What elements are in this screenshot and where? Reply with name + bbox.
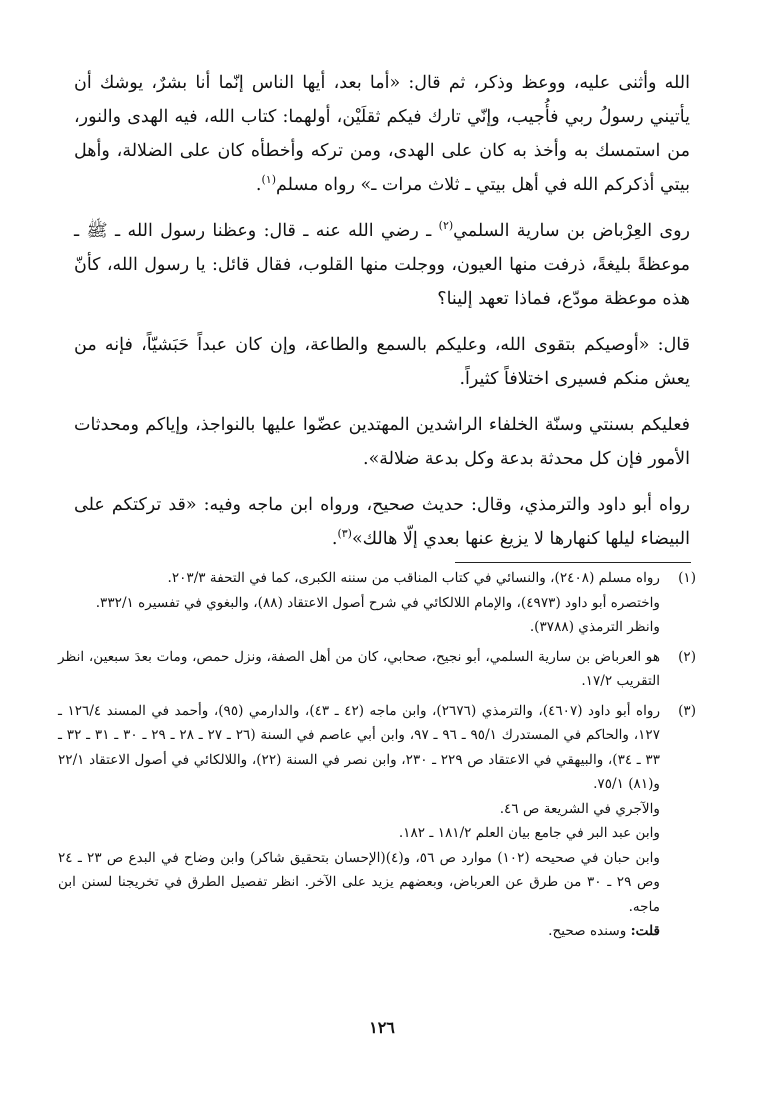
- footnote-ref-2: (٢): [438, 219, 454, 233]
- paragraph-2: [74, 214, 690, 316]
- paragraph-5: رواه أبو داود والترمذي، وقال: حديث صحيح، ورواه ابن ماجه وفيه: «قد تركتكم على البيضاء ليلها كنهارها لا يزيغ عنها بعدي إلّا هالك»$^{(٣)}$.: [74, 495, 690, 549]
- footnote-line: وابن عبد البر في جامع بيان العلم ١٨١/٢ ـ ١٨٢.: [398, 825, 660, 841]
- footnote-number: (٢): [678, 648, 696, 665]
- paragraph-3: قال: «أوصيكم بتقوى الله، وعليكم بالسمع والطاعة، وإن كان عبداً حَبَشيّاً، فإنه من يعش منكم فسيرى اختلافاً كثيراً.: [74, 335, 690, 389]
- paragraph-5-text: رواه أبو داود والترمذي، وقال: حديث صحيح، ورواه ابن ماجه وفيه: «قد تركتكم على البيضاء ليلها كنهارها لا يزيغ عنها بعدي إلّا هالك»: [74, 495, 690, 549]
- footnote-3: [58, 699, 698, 944]
- footnote-1: [58, 566, 698, 640]
- footnote-ref-3: (٣): [337, 527, 352, 541]
- footnote-line: وابن حبان في صحيحه (١٠٢) موارد ص ٥٦، و(٤)(الإحسان بتحقيق شاكر) وابن وضاح في البدع ص ٢٣ ـ ٢٤ وص ٢٩ ـ ٣٠ من طرق عن العرباض، وبعضهم يزيد على الآخر. انظر تفصيل الطرق في تخريجنا لسنن ابن ماجه.: [58, 849, 660, 915]
- footnote-line: والآجري في الشريعة ص ٤٦.: [499, 800, 660, 817]
- footnote-line: رواه أبو داود (٤٦٠٧)، والترمذي (٢٦٧٦)، وابن ماجه (٤٢ ـ ٤٣)، والدارمي (٩٥)، وأحمد في المسند ١٢٦/٤ ـ ١٢٧، والحاكم في المستدرك ٩٥/١ ـ ٩٦ ـ ٩٧، وابن أبي عاصم في السنة (٢٦ ـ ٢٧ ـ ٢٨ ـ ٢٩ ـ ٣٠ ـ ٣١ ـ ٣٢ ـ ٣٣ ـ ٣٤)، والبيهقي في الاعتقاد ص ٢٢٩ ـ ٢٣٠، وابن نصر في السنة (٢٢)، واللالكائي في أصول الاعتقاد ٢٢/١ و(٨١) ٧٥/١.: [58, 702, 661, 792]
- footnote-closing: [58, 919, 660, 944]
- footnote-closing-label: قلت:: [630, 923, 660, 939]
- footnote-closing-text: وسنده صحيح.: [548, 923, 631, 939]
- footnote-ref-1: (١): [261, 173, 277, 187]
- main-text: [74, 66, 690, 568]
- page-number: ١٢٦: [369, 1018, 395, 1037]
- footnote-line: وانظر الترمذي (٣٧٨٨).: [529, 619, 660, 635]
- footnote-number: (٣): [678, 702, 696, 719]
- footnote-2: [58, 645, 698, 694]
- footnote-body: [58, 699, 660, 944]
- paragraph-2-rest: ـ رضي الله عنه ـ قال: وعظنا رسول الله ـ ﷺ ـ موعظةً بليغةً، ذرفت منها العيون، ووجلت منها القلوب، فقال قائل: يا رسول الله، كأنّ هذه موعظة مودّع، فماذا تعهد إلينا؟: [74, 221, 690, 309]
- footnote-line: رواه مسلم (٢٤٠٨)، والنسائي في كتاب المناقب من سننه الكبرى، كما في التحفة ٢٠٣/٣.: [167, 570, 660, 586]
- footnotes: [58, 566, 698, 949]
- footnote-body: [58, 566, 660, 640]
- footnote-number: (١): [678, 570, 696, 586]
- footnote-line: واختصره أبو داود (٤٩٧٣)، والإمام اللالكائي في شرح أصول الاعتقاد (٨٨)، والبغوي في تفسيره ٣٣٢/١.: [95, 594, 660, 611]
- paragraph-1-text: الله وأثنى عليه، ووعظ وذكر، ثم قال: «أما بعد، أيها الناس إنّما أنا بشرٌ، يوشك أن يأتيني رسولُ ربي فأُجيب، وإنّي تارك فيكم ثقلَيْن، أولهما: كتاب الله، فيه الهدى والنور، من استمسك به وأخذ به كان على الهدى، ومن تركه وأخطأه كان على الضلالة، وأهل بيتي أذكركم الله في أهل بيتي ـ ثلاث مرات ـ» رواه مسلم: [74, 73, 690, 195]
- paragraph-2-text: روى العِرْباض بن سارية السلمي: [453, 221, 691, 241]
- footnote-body: [58, 645, 660, 694]
- footnote-separator: [455, 562, 691, 563]
- paragraph-4: فعليكم بسنتي وسنّة الخلفاء الراشدين المهتدين عضّوا عليها بالنواجذ، وإياكم ومحدثات الأمور فإن كل محدثة بدعة وكل بدعة ضلالة».: [74, 415, 690, 469]
- footnote-line: هو العرباض بن سارية السلمي، أبو نجيح، صحابي، كان من أهل الصفة، ونزل حمص، ومات بعدَ سبعين، انظر التقريب ١٧/٢.: [58, 648, 660, 689]
- paragraph-1: الله وأثنى عليه، ووعظ وذكر، ثم قال: «أما بعد، أيها الناس إنّما أنا بشرٌ، يوشك أن يأتيني رسولُ ربي فأُجيب، وإنّي تارك فيكم ثقلَيْن، أولهما: كتاب الله، فيه الهدى والنور، من استمسك به وأخذ به كان على الهدى، ومن تركه وأخطأه كان على الضلالة، وأهل بيتي أذكركم الله في أهل بيتي ـ ثلاث مرات ـ» رواه مسلم$^{(١)}$.: [74, 73, 690, 195]
